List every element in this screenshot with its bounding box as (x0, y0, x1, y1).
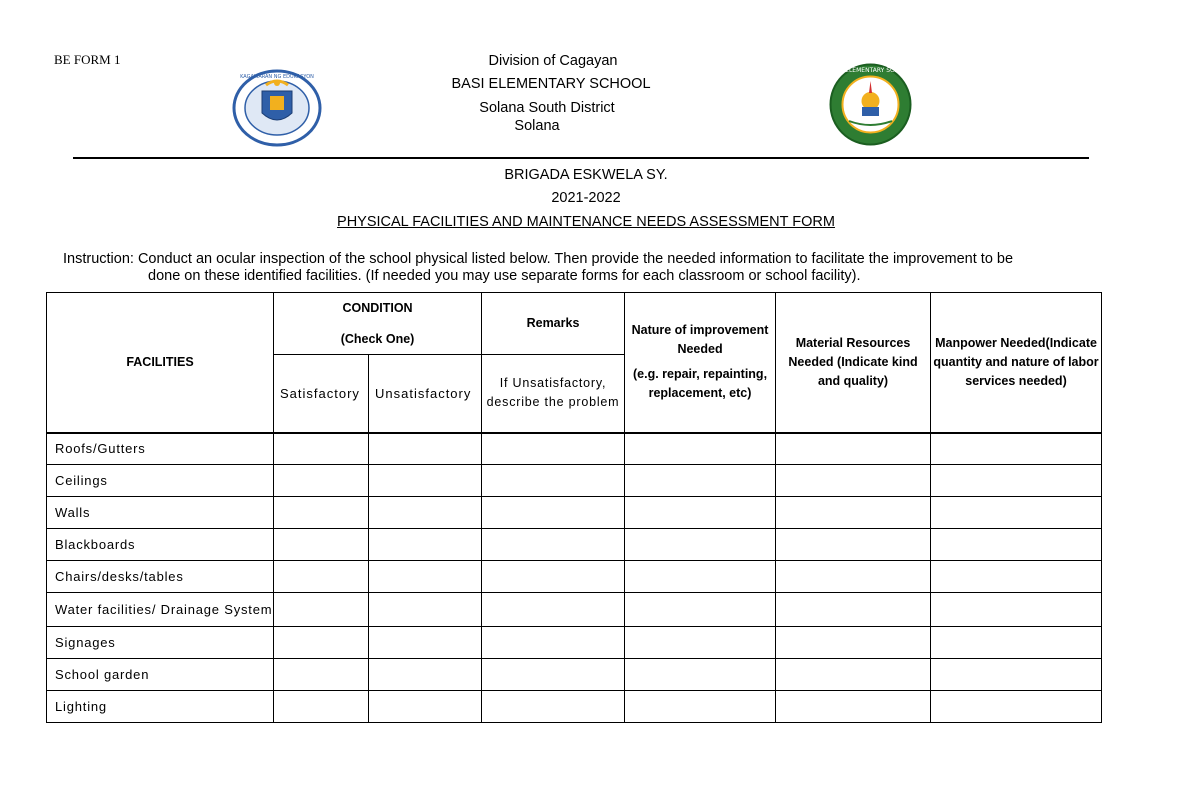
nature-cell[interactable] (625, 593, 776, 627)
satisfactory-cell[interactable] (274, 627, 369, 659)
form-title: PHYSICAL FACILITIES AND MAINTENANCE NEEDS ASSESSMENT FORM (337, 214, 835, 230)
instruction-line-2: done on these identified facilities. (If needed you may use separate forms for each classroom or school facility). (148, 268, 861, 284)
table-row (47, 497, 1102, 529)
unsatisfactory-cell[interactable] (369, 691, 482, 723)
manpower-cell[interactable] (931, 627, 1102, 659)
satisfactory-cell[interactable] (274, 465, 369, 497)
unsatisfactory-cell[interactable] (369, 465, 482, 497)
instruction-line-1: Instruction: Conduct an ocular inspection of the school physical listed below. Then provide the needed information to facilitate the improvement to be (63, 251, 1014, 267)
remarks-cell[interactable] (482, 561, 625, 593)
table-row (47, 659, 1102, 691)
material-cell[interactable] (776, 691, 931, 723)
table-row (47, 691, 1102, 723)
district-name: Solana South District (479, 100, 615, 116)
facility-label: Chairs/desks/tables (47, 561, 274, 593)
remarks-cell[interactable] (482, 659, 625, 691)
school-seal-icon (829, 63, 912, 146)
table-row (47, 627, 1102, 659)
facility-label: Water facilities/ Drainage System (47, 593, 274, 627)
unsatisfactory-cell[interactable] (369, 529, 482, 561)
remarks-cell[interactable] (482, 691, 625, 723)
facility-label: Ceilings (47, 465, 274, 497)
header-facilities: FACILITIES (47, 293, 274, 433)
deped-seal-icon (232, 69, 322, 147)
nature-cell[interactable] (625, 529, 776, 561)
nature-cell[interactable] (625, 691, 776, 723)
instruction-text (63, 251, 1123, 285)
header-remarks-sub: If Unsatisfactory, describe the problem (482, 355, 625, 433)
school-name: BASI ELEMENTARY SCHOOL (451, 76, 651, 92)
material-cell[interactable] (776, 627, 931, 659)
unsatisfactory-cell[interactable] (369, 497, 482, 529)
header-remarks: Remarks (482, 293, 625, 355)
satisfactory-cell[interactable] (274, 561, 369, 593)
school-seal-text: BASI ELEMENTARY SCHOOL (829, 67, 912, 74)
unsatisfactory-cell[interactable] (369, 593, 482, 627)
remarks-cell[interactable] (482, 465, 625, 497)
nature-cell[interactable] (625, 561, 776, 593)
nature-cell[interactable] (625, 433, 776, 465)
facility-label: Signages (47, 627, 274, 659)
facility-label: Lighting (47, 691, 274, 723)
material-cell[interactable] (776, 561, 931, 593)
material-cell[interactable] (776, 593, 931, 627)
remarks-cell[interactable] (482, 627, 625, 659)
material-cell[interactable] (776, 529, 931, 561)
manpower-cell[interactable] (931, 465, 1102, 497)
header-material: Material Resources Needed (Indicate kind and quality) (776, 293, 931, 433)
unsatisfactory-cell[interactable] (369, 659, 482, 691)
facility-label: School garden (47, 659, 274, 691)
program-title: BRIGADA ESKWELA SY. (504, 167, 668, 183)
nature-cell[interactable] (625, 659, 776, 691)
nature-cell[interactable] (625, 497, 776, 529)
facilities-table (46, 292, 1102, 723)
header-nature (625, 293, 776, 433)
remarks-cell[interactable] (482, 497, 625, 529)
table-row (47, 593, 1102, 627)
manpower-cell[interactable] (931, 433, 1102, 465)
nature-cell[interactable] (625, 627, 776, 659)
header-manpower: Manpower Needed(Indicate quantity and nature of labor services needed) (931, 293, 1102, 433)
remarks-cell[interactable] (482, 529, 625, 561)
remarks-cell[interactable] (482, 593, 625, 627)
header-divider (73, 157, 1089, 159)
table-row (47, 433, 1102, 465)
unsatisfactory-cell[interactable] (369, 561, 482, 593)
condition-subtitle: (Check One) (340, 331, 415, 346)
manpower-cell[interactable] (931, 529, 1102, 561)
material-cell[interactable] (776, 433, 931, 465)
table-row (47, 465, 1102, 497)
satisfactory-cell[interactable] (274, 593, 369, 627)
material-cell[interactable] (776, 497, 931, 529)
deped-seal-text: KAGAWARAN NG EDUKASYON (240, 74, 314, 80)
manpower-cell[interactable] (931, 691, 1102, 723)
header-condition (274, 293, 482, 355)
material-cell[interactable] (776, 659, 931, 691)
school-year: 2021-2022 (551, 190, 621, 206)
satisfactory-cell[interactable] (274, 691, 369, 723)
material-cell[interactable] (776, 465, 931, 497)
condition-title: CONDITION (342, 300, 413, 315)
facility-label: Blackboards (47, 529, 274, 561)
satisfactory-cell[interactable] (274, 529, 369, 561)
header-unsatisfactory: Unsatisfactory (369, 355, 482, 433)
header-satisfactory: Satisfactory (274, 355, 369, 433)
satisfactory-cell[interactable] (274, 497, 369, 529)
municipality-name: Solana (514, 118, 560, 134)
satisfactory-cell[interactable] (274, 433, 369, 465)
nature-subtitle: (e.g. repair, repainting, replacement, etc) (632, 367, 768, 401)
manpower-cell[interactable] (931, 497, 1102, 529)
remarks-cell[interactable] (482, 433, 625, 465)
table-row (47, 529, 1102, 561)
manpower-cell[interactable] (931, 593, 1102, 627)
unsatisfactory-cell[interactable] (369, 627, 482, 659)
nature-cell[interactable] (625, 465, 776, 497)
unsatisfactory-cell[interactable] (369, 433, 482, 465)
nature-title: Nature of improvement Needed (631, 323, 769, 357)
manpower-cell[interactable] (931, 659, 1102, 691)
facility-label: Roofs/Gutters (47, 433, 274, 465)
table-row (47, 561, 1102, 593)
satisfactory-cell[interactable] (274, 659, 369, 691)
facility-label: Walls (47, 497, 274, 529)
manpower-cell[interactable] (931, 561, 1102, 593)
form-code: BE FORM 1 (54, 52, 121, 67)
division-name: Division of Cagayan (488, 53, 618, 69)
